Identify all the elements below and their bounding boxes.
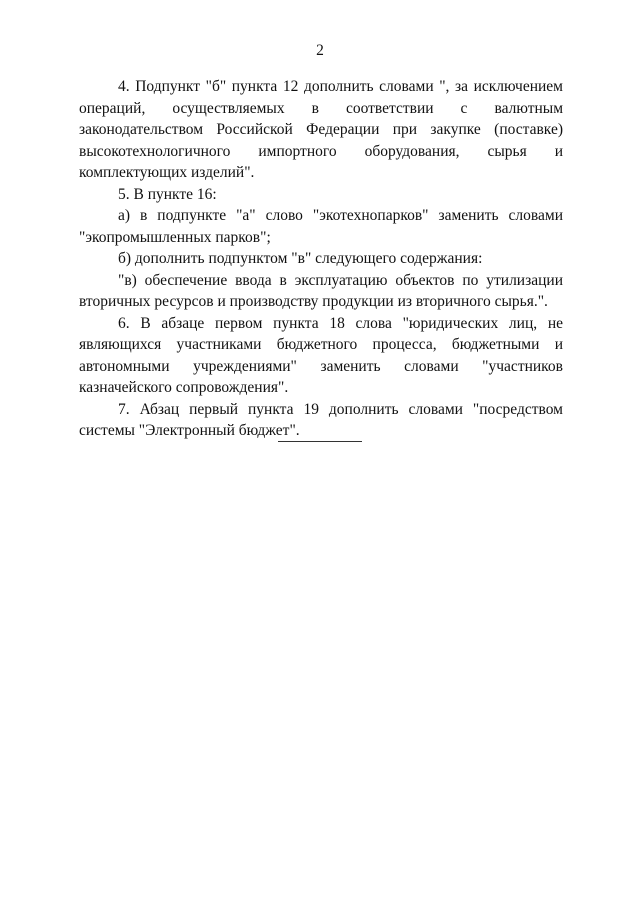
paragraph-quoted-subitem-v: "в) обеспечение ввода в эксплуатацию объектов по утилизации вторичных ресурсов и производству продукции из вторичного сырья.". [79, 271, 563, 310]
paragraph-subitem-5b: б) дополнить подпунктом "в" следующего содержания: [118, 250, 483, 267]
paragraph-item-4: 4. Подпункт "б" пункта 12 дополнить словами ", за исключением операций, осуществляемых в соответствии с валютным законодательством Российской Федерации при закупке (поставке) высокотехнологичного импортного оборудования, сырья и комплектующих изделий". [79, 78, 563, 181]
paragraph-subitem-5a: а) в подпункте "а" слово "экотехнопарков" заменить словами "экопромышленных парков"; [79, 207, 563, 246]
paragraph-item-5: 5. В пункте 16: [118, 185, 217, 203]
paragraph-item-6: 6. В абзаце первом пункта 18 слова "юридических лиц, не являющихся участниками бюджетного процесса, бюджетными и автономными учреждениями" заменить словами "участников казначейского сопровождения". [79, 314, 563, 396]
document-body [79, 76, 563, 442]
paragraph-item-7: 7. Абзац первый пункта 19 дополнить словами "посредством системы "Электронный бюджет". [79, 400, 563, 439]
page-number: 2 [316, 42, 324, 59]
end-divider-line [278, 441, 362, 442]
